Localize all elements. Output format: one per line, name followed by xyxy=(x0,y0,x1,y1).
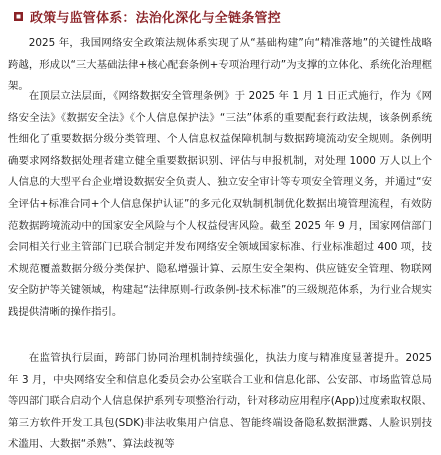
paragraph-enforcement: 在监管执行层面，跨部门协同治理机制持续强化，执法力度与精准度显著提升。2025 年 3 月，中央网络安全和信息化委员会办公室联合工业和信息化部、公安部、市场监管总局等四部门联合启动个人信息保护系列专项整治行动，针对移动应用程序(App)过度索取权限、第三方软件开发工具包(SDK)非法收集用户信息、智能终端设备隐私数据泄露、人脸识别技术滥用、大数据“杀熟”、算法歧视等 xyxy=(8,352,432,451)
square-bullet-icon xyxy=(14,12,23,21)
paragraph-intro: 2025 年，我国网络安全政策法规体系实现了从“基础构建”向“精准落地”的关键性战略跨越，形成以“三大基础法律+核心配套条例+专项治理行动”为支撑的立体化、系统化治理框架。 xyxy=(8,37,432,93)
paragraph-legislation: 在顶层立法层面，《网络数据安全管理条例》于 2025 年 1 月 1 日正式施行，作为《网络安全法》《数据安全法》《个人信息保护法》“三法”体系的重要配套行政法规，该条例系统性细化了重要数据分级分类管理、个人信息权益保障机制与数据跨境流动安全规则。条例明确要求网络数据处理者建立健全重要数据识别、评估与申报机制，对处理 1000 万人以上个人信息的大型平台企业增设数据安全负责人、独立安全审计等专项安全管理义务，并通过“安全评估+标准合同+个人信息保护认证”的多元化双轨制机制优化数据出境管理流程，有效防范数据跨境流动中的国家安全风险与个人权益侵害风险。截至 2025 年 9 月，国家网信部门会同相关行业主管部门已联合制定并发布网络安全领域国家标准、行业标准超过 400 项，技术规范覆盖数据分级分类保护、隐私增强计算、云原生安全架构、供应链安全管理、物联网安全防护等关键领域，构建起“法律原则-行政条例-技术标准”的三级规范体系，为行业合规实践提供清晰的操作指引。 xyxy=(8,90,432,318)
section-heading xyxy=(14,6,281,26)
section-title: 政策与监管体系：法治化深化与全链条管控 xyxy=(30,10,281,26)
